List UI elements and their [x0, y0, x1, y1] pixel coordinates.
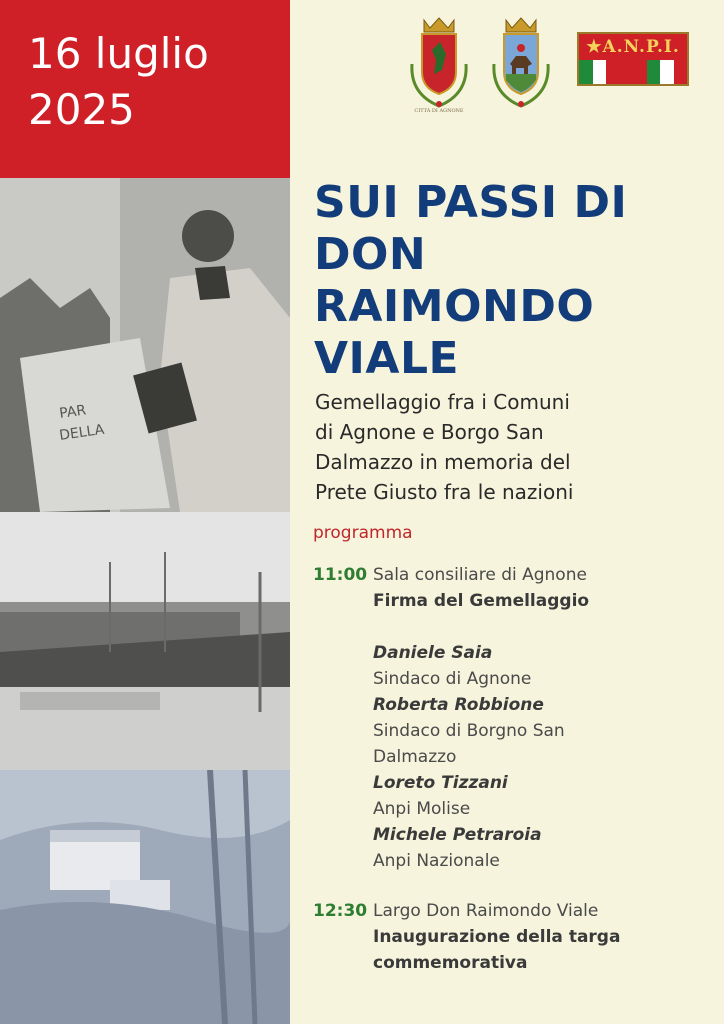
date-line-1: 16 luglio — [28, 29, 209, 78]
speaker-name: Roberta Robbione — [373, 695, 544, 715]
subtitle-line: Gemellaggio fra i Comuni — [315, 390, 570, 414]
agnone-crest-icon — [406, 14, 472, 114]
speaker-role: Anpi Nazionale — [373, 851, 500, 871]
title-line: VIALE — [314, 333, 460, 384]
event-activity: commemorativa — [373, 953, 528, 973]
subtitle-line: Prete Giusto fra le nazioni — [315, 480, 574, 504]
date-line-2: 2025 — [28, 85, 135, 134]
speaker-name: Daniele Saia — [373, 643, 493, 663]
event-subtitle — [315, 387, 715, 507]
event-time: 11:00 — [313, 565, 368, 585]
svg-text:DELLA: DELLA — [58, 421, 106, 444]
event-place: Largo Don Raimondo Viale — [373, 901, 599, 921]
italian-flag-stripes — [579, 60, 687, 84]
svg-text:PAR: PAR — [58, 402, 88, 422]
event-date — [28, 26, 209, 138]
event-details — [373, 898, 718, 976]
event-title — [314, 177, 714, 385]
event-activity: Firma del Gemellaggio — [373, 591, 590, 611]
subtitle-line: di Agnone e Borgo San — [315, 420, 544, 444]
photo-village-landscape — [0, 770, 290, 1024]
event-activity: Inaugurazione della targa — [373, 927, 621, 947]
subtitle-line: Dalmazzo in memoria del — [315, 450, 571, 474]
logos-row — [300, 0, 724, 130]
anpi-star-icon: ★ — [586, 37, 603, 57]
event-time: 12:30 — [313, 901, 368, 921]
programma-label: programma — [313, 523, 413, 543]
photo-railway-memorial — [0, 512, 290, 770]
event-place: Sala consiliare di Agnone — [373, 565, 587, 585]
anpi-logo — [577, 32, 689, 86]
photo-priest-at-memorial — [0, 178, 290, 512]
speaker-role: Sindaco di Borgno San — [373, 721, 565, 741]
speaker-role: Sindaco di Agnone — [373, 669, 532, 689]
speaker-role: Dalmazzo — [373, 747, 457, 767]
speaker-role: Anpi Molise — [373, 799, 471, 819]
anpi-logo-text: A.N.P.I. — [602, 37, 680, 57]
speaker-name: Loreto Tizzani — [373, 773, 508, 793]
speaker-name: Michele Petraroia — [373, 825, 542, 845]
borgo-san-dalmazzo-crest-icon — [488, 14, 554, 114]
agnone-caption: CITTÀ DI AGNONE — [414, 108, 464, 114]
event-details — [373, 562, 718, 874]
title-line: RAIMONDO — [314, 281, 595, 332]
date-box — [0, 0, 290, 178]
left-column — [0, 0, 290, 1024]
title-line: DON — [314, 229, 427, 280]
title-line: SUI PASSI DI — [314, 177, 628, 228]
